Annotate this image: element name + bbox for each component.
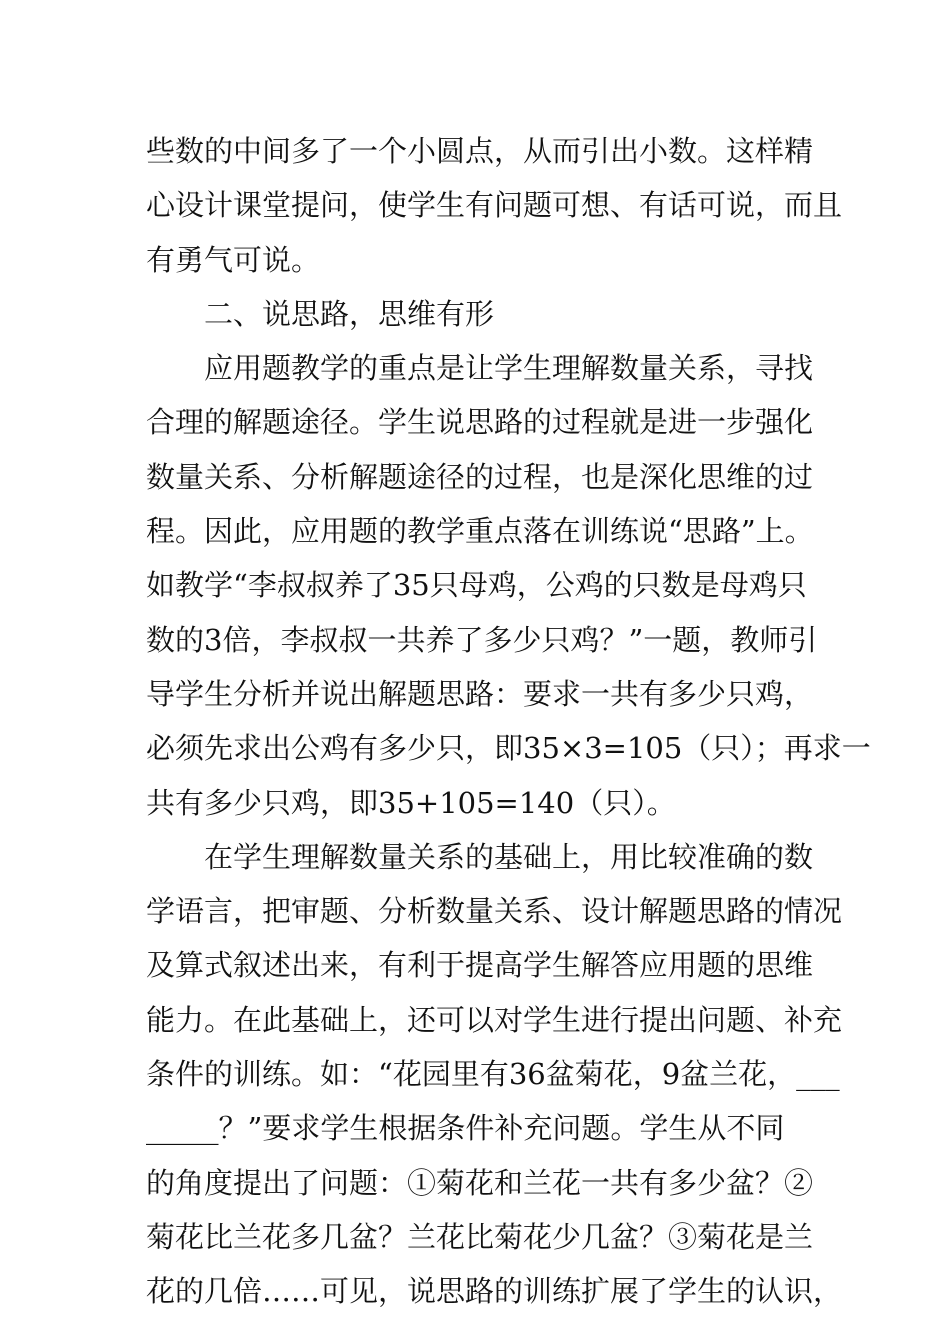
text-line: 条件的训练。如：“花园里有36盆菊花，9盆兰花，___ <box>146 1057 840 1092</box>
text-line: 及算式叙述出来，有利于提高学生解答应用题的思维 <box>146 948 814 983</box>
text-line: 应用题教学的重点是让学生理解数量关系，寻找 <box>204 351 814 386</box>
section-heading: 二、说思路，思维有形 <box>204 296 495 331</box>
text-line: 如教学“李叔叔养了35只母鸡，公鸡的只数是母鸡只 <box>146 568 807 603</box>
text-line: 共有多少只鸡，即35+105=140（只）。 <box>146 785 676 820</box>
text-line: 能力。在此基础上，还可以对学生进行提出问题、补充 <box>146 1002 843 1037</box>
text-line: 有勇气可说。 <box>146 242 321 277</box>
text-line: 必须先求出公鸡有多少只，即35×3=105（只）；再求一 <box>146 731 871 766</box>
text-line: 导学生分析并说出解题思路：要求一共有多少只鸡， <box>146 676 814 711</box>
text-line: 程。因此，应用题的教学重点落在训练说“思路”上。 <box>146 514 814 549</box>
text-line: 些数的中间多了一个小圆点，从而引出小数。这样精 <box>146 134 814 168</box>
text-line: 心设计课堂提问，使学生有问题可想、有话可说，而且 <box>146 188 843 223</box>
text-line: 菊花比兰花多几盆？兰花比菊花少几盆？③菊花是兰 <box>146 1219 814 1254</box>
body-text <box>146 124 871 1319</box>
text-line: 合理的解题途径。学生说思路的过程就是进一步强化 <box>146 405 814 440</box>
text-line: 数的3倍，李叔叔一共养了多少只鸡？”一题，教师引 <box>146 622 818 657</box>
text-line: 花的几倍……可见，说思路的训练扩展了学生的认识， <box>146 1274 843 1309</box>
text-line: _____？”要求学生根据条件补充问题。学生从不同 <box>146 1111 785 1146</box>
text-line: 在学生理解数量关系的基础上，用比较准确的数 <box>204 839 814 874</box>
text-line: 数量关系、分析解题途径的过程，也是深化思维的过 <box>146 459 814 494</box>
text-line: 的角度提出了问题：①菊花和兰花一共有多少盆？② <box>146 1165 814 1200</box>
text-line: 学语言，把审题、分析数量关系、设计解题思路的情况 <box>146 894 843 929</box>
